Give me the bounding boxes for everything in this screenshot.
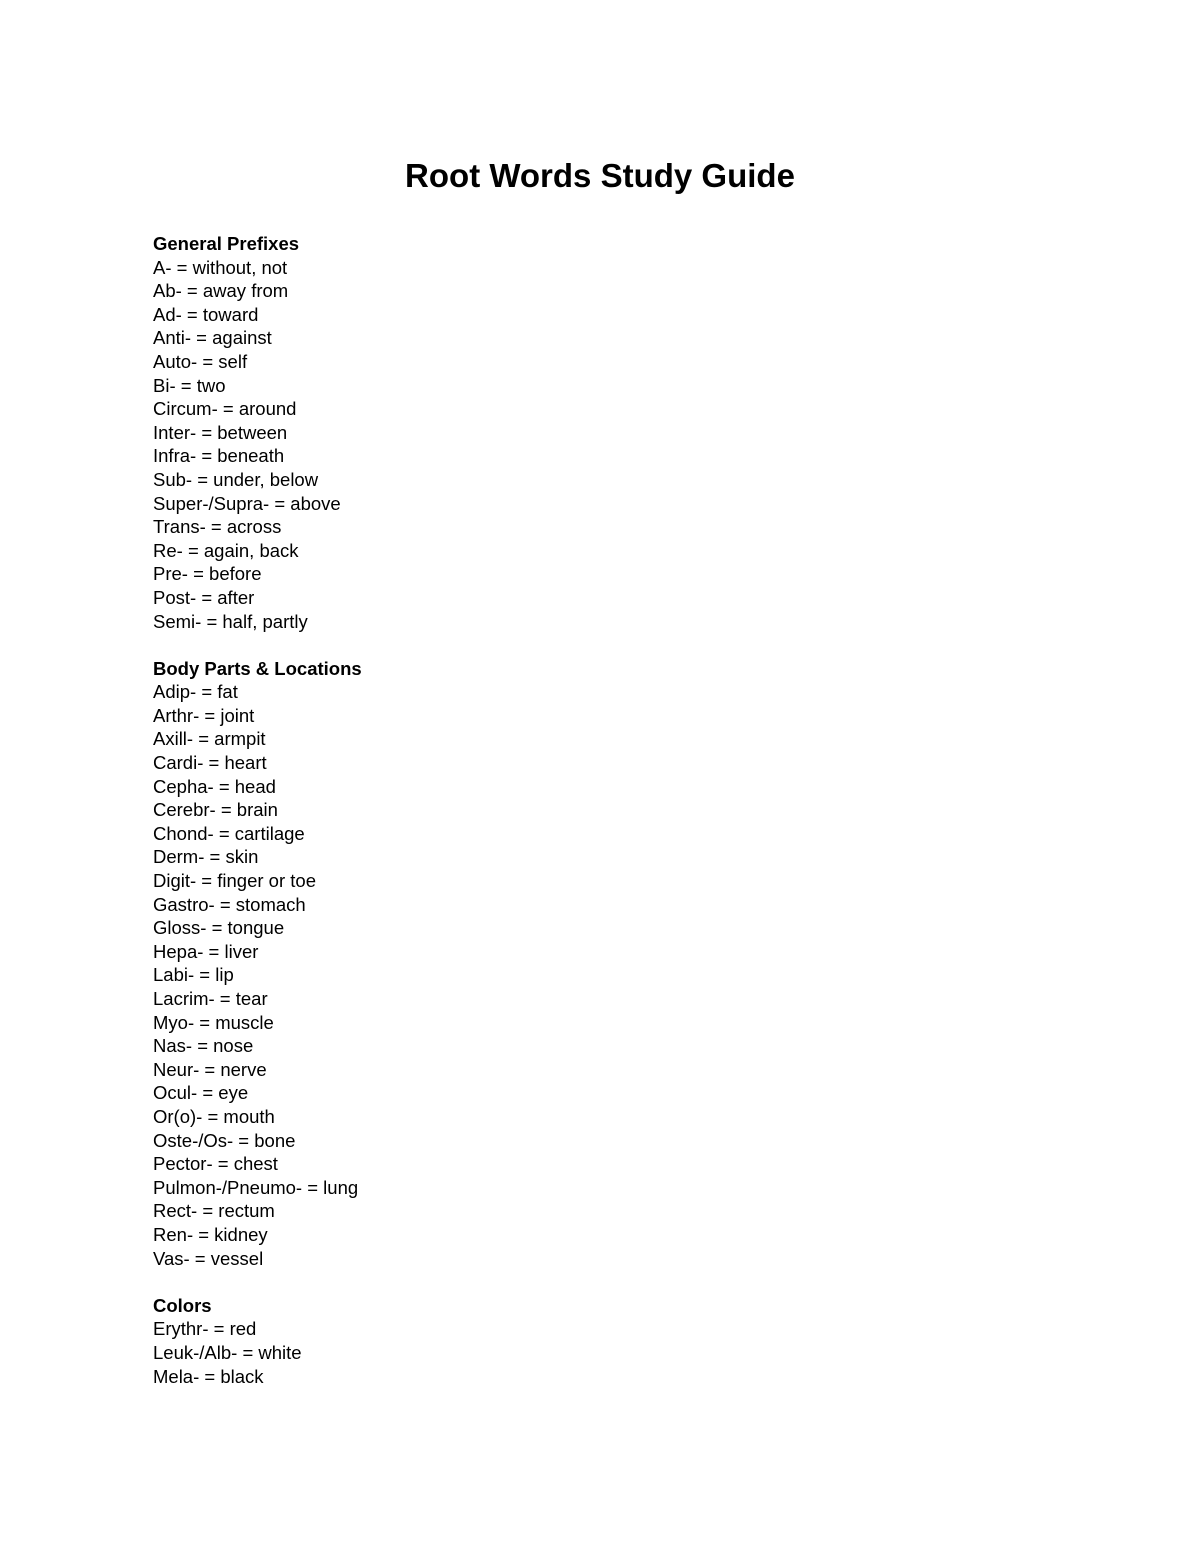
list-item: Bi- = two (153, 374, 226, 396)
list-item: Pector- = chest (153, 1153, 278, 1175)
section-heading: Body Parts & Locations (153, 657, 362, 679)
list-item: Super-/Supra- = above (153, 492, 341, 514)
list-item: Mela- = black (153, 1365, 264, 1387)
list-item: Sub- = under, below (153, 468, 319, 490)
list-item: Leuk-/Alb- = white (153, 1341, 302, 1363)
list-item: Ren- = kidney (153, 1223, 268, 1245)
list-item: Labi- = lip (153, 964, 234, 986)
list-item: Auto- = self (153, 350, 248, 372)
list-item: Rect- = rectum (153, 1200, 275, 1222)
list-item: Vas- = vessel (153, 1247, 264, 1269)
entry-list (153, 1317, 1053, 1388)
list-item: Chond- = cartilage (153, 822, 305, 844)
list-item: Gastro- = stomach (153, 893, 306, 915)
section-colors (153, 1294, 1053, 1388)
list-item: Pre- = before (153, 563, 262, 585)
list-item: Ad- = toward (153, 303, 259, 325)
list-item: Digit- = finger or toe (153, 870, 316, 892)
list-item: Post- = after (153, 586, 255, 608)
section-heading: Colors (153, 1294, 212, 1316)
list-item: Myo- = muscle (153, 1011, 274, 1033)
list-item: Trans- = across (153, 516, 282, 538)
entry-list (153, 680, 1053, 1270)
list-item: Pulmon-/Pneumo- = lung (153, 1176, 359, 1198)
document-content (153, 232, 1053, 1412)
list-item: Axill- = armpit (153, 728, 266, 750)
list-item: Arthr- = joint (153, 704, 255, 726)
document-title: Root Words Study Guide (405, 157, 795, 194)
list-item: Or(o)- = mouth (153, 1105, 275, 1127)
section-heading: General Prefixes (153, 233, 300, 254)
list-item: Semi- = half, partly (153, 610, 308, 632)
list-item: Lacrim- = tear (153, 988, 268, 1009)
list-item: A- = without, not (153, 256, 288, 278)
list-item: Erythr- = red (153, 1318, 257, 1340)
list-item: Ab- = away from (153, 280, 289, 302)
list-item: Re- = again, back (153, 539, 299, 561)
list-item: Oste-/Os- = bone (153, 1129, 296, 1151)
section-general-prefixes (153, 232, 1053, 633)
list-item: Neur- = nerve (153, 1058, 267, 1080)
list-item: Hepa- = liver (153, 940, 259, 962)
list-item: Adip- = fat (153, 681, 238, 703)
list-item: Circum- = around (153, 398, 297, 420)
list-item: Cepha- = head (153, 775, 276, 797)
section-body-parts-locations (153, 657, 1053, 1270)
list-item: Derm- = skin (153, 846, 259, 868)
list-item: Ocul- = eye (153, 1082, 249, 1104)
list-item: Gloss- = tongue (153, 917, 285, 939)
entry-list (153, 256, 1053, 634)
list-item: Anti- = against (153, 327, 272, 349)
list-item: Inter- = between (153, 421, 288, 443)
list-item: Cerebr- = brain (153, 799, 278, 821)
list-item: Nas- = nose (153, 1035, 254, 1057)
list-item: Cardi- = heart (153, 752, 267, 774)
list-item: Infra- = beneath (153, 445, 285, 467)
